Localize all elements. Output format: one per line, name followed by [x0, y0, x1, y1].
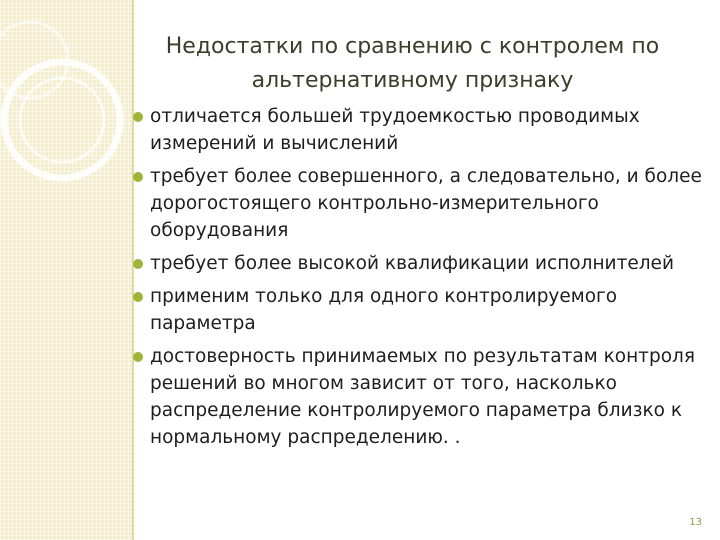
- bullet-dot-icon: [133, 112, 143, 122]
- list-item: [150, 163, 710, 244]
- list-item: [150, 283, 710, 337]
- decorative-rings: [0, 0, 140, 200]
- bullet-list: [150, 103, 710, 457]
- list-item-text: отличается большей трудоемкостью проводимых измерений и вычислений: [150, 106, 640, 154]
- list-item: [150, 343, 710, 451]
- bullet-dot-icon: [133, 259, 143, 269]
- bullet-dot-icon: [133, 352, 143, 362]
- bullet-dot-icon: [133, 292, 143, 302]
- page-number: 13: [689, 517, 702, 528]
- list-item: [150, 103, 710, 157]
- list-item: [150, 250, 710, 277]
- list-item-text: применим только для одного контролируемого параметра: [150, 286, 618, 334]
- list-item-text: достоверность принимаемых по результатам контроля решений во многом зависит от того, насколько распределение контролируемого параметра близко к нормальному распределению. .: [150, 346, 695, 448]
- bullet-dot-icon: [133, 172, 143, 182]
- list-item-text: требует более совершенного, а следовательно, и более дорогостоящего контрольно-измерительного оборудования: [150, 166, 702, 241]
- list-item-text: требует более высокой квалификации исполнителей: [150, 253, 674, 274]
- slide-title: Недостатки по сравнению с контролем по альтернативному признаку: [165, 34, 660, 93]
